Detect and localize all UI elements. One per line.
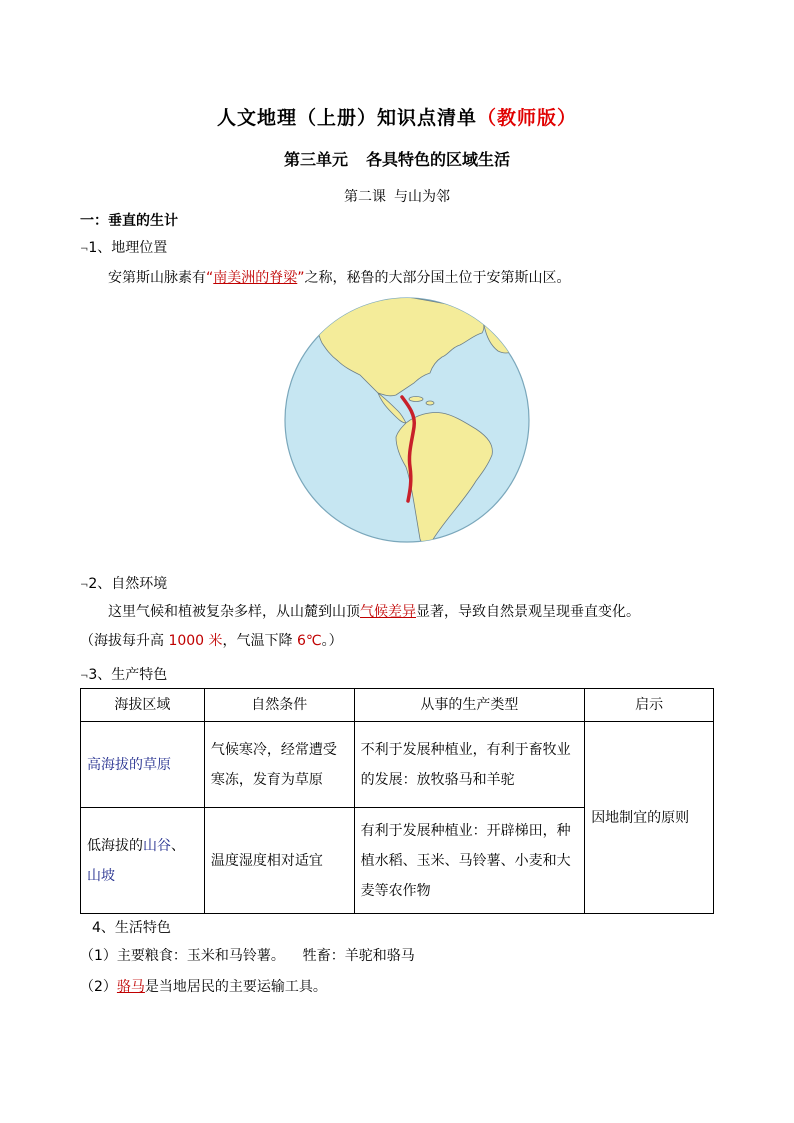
item4-heading: 4、生活特色: [92, 920, 171, 936]
item1-text: [108, 268, 571, 288]
table-header-cell: 从事的生产类型: [354, 689, 585, 722]
item2-note-value2: 6℃: [297, 633, 322, 649]
item2-note-after: 。）: [321, 633, 343, 649]
item3-heading: 3、生产特色: [88, 667, 168, 683]
item2-text: [108, 602, 640, 622]
item2-highlight: 气候差异: [360, 604, 416, 620]
zone-separator: 、: [171, 837, 185, 854]
globe-americas-map: [282, 295, 532, 545]
paragraph-mark-icon: ¬: [80, 244, 89, 255]
item1-quote-close: ”: [297, 270, 305, 286]
paragraph-mark-icon: ¬: [80, 671, 89, 682]
item4-line2-prefix: （2）: [80, 979, 117, 995]
item4-line1: （1）主要粮食：玉米和马铃薯。 牲畜：羊驼和骆马: [80, 948, 415, 964]
lesson-number: 第二课: [344, 189, 386, 205]
item4-line2-after: 是当地居民的主要运输工具。: [144, 979, 327, 995]
item4-line2: [80, 977, 327, 997]
zone-highlight: 山坡: [87, 867, 115, 884]
title-edition: （教师版）: [477, 107, 578, 129]
insight-cell: 因地制宜的原则: [585, 722, 714, 914]
unit-name: 各具特色的区域生活: [366, 150, 511, 169]
condition-cell: 气候寒冷，经常遭受寒冻，发育为草原: [204, 722, 354, 808]
table-header-cell: 启示: [585, 689, 714, 722]
production-cell: 不利于发展种植业，有利于畜牧业的发展：放牧骆马和羊驼: [354, 722, 585, 808]
lesson-name: 与山为邻: [394, 189, 450, 205]
item1-heading: 1、地理位置: [88, 240, 168, 256]
item1-text-before: 安第斯山脉素有: [108, 270, 206, 286]
section-heading: 一：垂直的生计: [80, 213, 178, 229]
item2-text-after: 显著，导致自然景观呈现垂直变化。: [416, 604, 640, 620]
item2-heading-wrap: [80, 573, 167, 593]
item3-heading-wrap: [80, 664, 167, 684]
item2-note: [80, 631, 343, 651]
item1-highlight: 南美洲的脊梁: [213, 270, 298, 286]
unit-heading: [0, 147, 794, 170]
item2-note-middle: ，气温下降: [222, 633, 297, 649]
item1-text-after: 之称，秘鲁的大部分国土位于安第斯山区。: [304, 270, 571, 286]
zone-highlight: 山谷: [143, 837, 171, 854]
page-title: [0, 103, 794, 130]
item2-note-value1: 1000 米: [168, 633, 223, 649]
zone-text: 低海拔的: [87, 837, 143, 854]
production-cell: 有利于发展种植业：开辟梯田，种植水稻、玉米、马铃薯、小麦和大麦等农作物: [354, 808, 585, 914]
item2-note-before: （海拔每升高: [80, 633, 169, 649]
item1-heading-wrap: [80, 237, 167, 257]
unit-number: 第三单元: [283, 150, 348, 169]
zone-cell: 高海拔的草原: [81, 722, 205, 808]
item1-quote-open: “: [206, 270, 214, 286]
item2-text-before: 这里气候和植被复杂多样，从山麓到山顶: [108, 604, 360, 620]
item2-heading: 2、自然环境: [88, 576, 168, 592]
item4-line2-highlight: 骆马: [116, 979, 145, 995]
lesson-heading: [0, 186, 794, 206]
zone-cell: [81, 808, 205, 914]
table-header-row: [81, 689, 714, 722]
table-row: [81, 722, 714, 808]
title-main: 人文地理（上册）知识点清单: [216, 107, 477, 129]
condition-cell: 温度湿度相对适宜: [204, 808, 354, 914]
production-table: [80, 688, 714, 914]
table-header-cell: 自然条件: [204, 689, 354, 722]
paragraph-mark-icon: ¬: [80, 580, 89, 591]
table-header-cell: 海拔区域: [81, 689, 205, 722]
